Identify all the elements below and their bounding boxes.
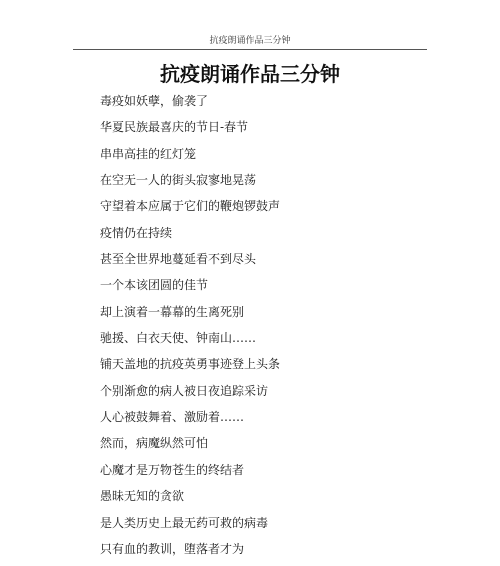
poem-line: 铺天盖地的抗疫英勇事迹登上头条: [100, 357, 281, 372]
running-header: 抗疫朗诵作品三分钟: [209, 36, 291, 46]
poem-line: 愚昧无知的贪欲: [100, 489, 185, 504]
poem-line: 毒疫如妖孽，偷袭了: [100, 94, 209, 108]
poem-line: 然而，病魔纵然可怕: [100, 436, 209, 451]
poem-line: 个别渐愈的病人被日夜追踪采访: [100, 383, 269, 398]
poem-line: 是人类历史上最无药可救的病毒: [100, 515, 269, 530]
poem-line: 驰援、白衣天使、钟南山……: [100, 331, 257, 346]
poem-line: 却上演着一幕幕的生离死别: [100, 304, 245, 319]
poem-line: 守望着本应属于它们的鞭炮锣鼓声: [100, 199, 281, 214]
poem-line: 疫情仍在持续: [100, 225, 173, 240]
poem-line: 只有血的教训，堕落者才为: [100, 541, 245, 556]
poem-line: 华夏民族最喜庆的节日-春节: [100, 120, 249, 135]
header-divider: [73, 49, 427, 50]
poem-line: 在空无一人的街头寂寥地晃荡: [100, 173, 257, 188]
document-title: 抗疫朗诵作品三分钟: [160, 62, 340, 86]
poem-line: 串串高挂的红灯笼: [100, 146, 197, 161]
poem-body: [100, 88, 280, 562]
poem-line: 人心被鼓舞着、激励着……: [100, 410, 245, 425]
poem-line: 心魔才是万物苍生的终结者: [100, 462, 245, 477]
poem-line: 甚至全世界地蔓延看不到尽头: [100, 252, 257, 267]
poem-line: 一个本该团圆的佳节: [100, 278, 209, 293]
